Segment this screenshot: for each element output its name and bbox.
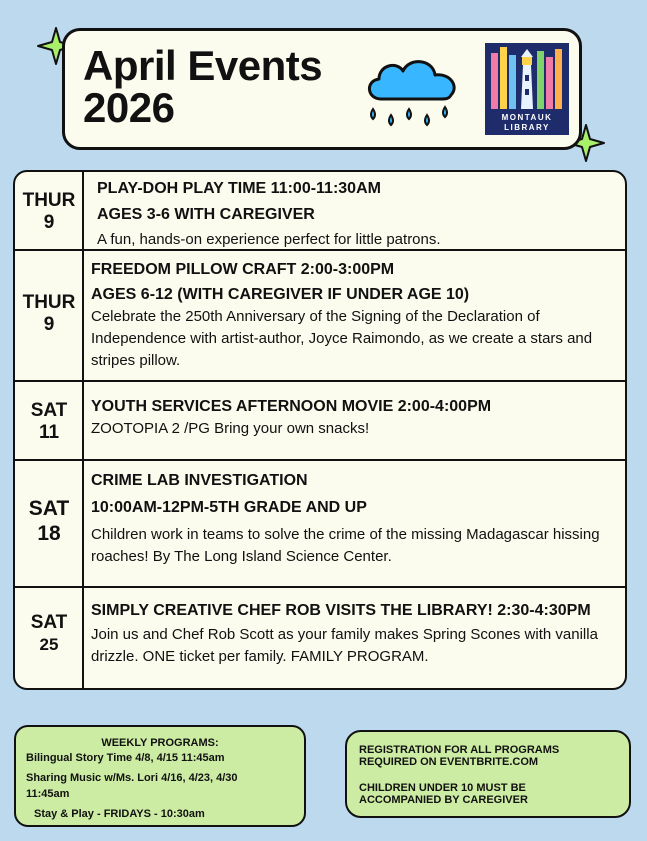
event-description: A fun, hands-on experience perfect for little patrons.	[97, 231, 441, 248]
event-title: CRIME LAB INVESTIGATION	[91, 472, 308, 489]
event-date: THUR 9	[22, 190, 76, 233]
header-banner	[62, 28, 582, 150]
event-date: SAT 25	[30, 612, 68, 654]
event-title: PLAY-DOH PLAY TIME 11:00-11:30AM	[97, 180, 381, 197]
logo-text-library: LIBRARY	[504, 123, 550, 132]
logo-text-montauk: MONTAUK	[501, 113, 553, 122]
weekly-programs-title: WEEKLY PROGRAMS:	[101, 737, 219, 749]
weekly-program-item: 11:45am	[26, 788, 70, 800]
event-title: YOUTH SERVICES AFTERNOON MOVIE 2:00-4:00PM	[91, 398, 492, 415]
caregiver-notice-line: ACCOMPANIED BY CAREGIVER	[359, 794, 528, 806]
weekly-program-item: Stay & Play - FRIDAYS - 10:30am	[34, 808, 205, 820]
caregiver-notice-line: CHILDREN UNDER 10 MUST BE	[359, 782, 526, 794]
event-date: SAT 11	[30, 400, 68, 443]
event-title: SIMPLY CREATIVE CHEF ROB VISITS THE LIBRARY! 2:30-4:30PM	[91, 602, 591, 619]
event-subtitle: AGES 6-12 (WITH CAREGIVER IF UNDER AGE 10)	[91, 286, 470, 303]
event-subtitle: 10:00AM-12PM-5TH GRADE AND UP	[91, 499, 367, 516]
registration-line: REGISTRATION FOR ALL PROGRAMS	[359, 744, 560, 756]
event-description: Celebrate the 250th Anniversary of the Signing of the Declaration of Independence with artist-author, Joyce Raimondo, as we create a stars and stripes pillow.	[91, 308, 593, 369]
event-description: ZOOTOPIA 2 /PG Bring your own snacks!	[91, 420, 370, 437]
event-date: SAT 18	[28, 497, 70, 545]
row-divider	[15, 380, 627, 382]
event-description: Children work in teams to solve the crime of the missing Madagascar hissing roaches! By The Long Island Science Center.	[91, 526, 600, 565]
event-title: FREEDOM PILLOW CRAFT 2:00-3:00PM	[91, 261, 395, 278]
row-divider	[15, 459, 627, 461]
weekly-program-item: Bilingual Story Time 4/8, 4/15 11:45am	[26, 752, 225, 764]
event-description: Join us and Chef Rob Scott as your family makes Spring Scones with vanilla drizzle. ONE ticket per family. FAMILY PROGRAM.	[91, 626, 598, 665]
registration-line: REQUIRED ON EVENTBRITE.COM	[359, 756, 539, 768]
page-title: April Events 2026	[83, 42, 323, 131]
row-divider	[15, 586, 627, 588]
registration-notice-box	[345, 730, 631, 818]
library-logo	[485, 43, 569, 135]
weekly-program-item: Sharing Music w/Ms. Lori 4/16, 4/23, 4/30	[26, 772, 238, 784]
events-table	[13, 170, 627, 690]
rain-cloud-icon	[363, 53, 463, 138]
bookshelf-lighthouse-icon	[485, 43, 569, 111]
event-subtitle: AGES 3-6 WITH CAREGIVER	[97, 206, 315, 223]
weekly-programs-box	[14, 725, 306, 827]
event-date: THUR 9	[22, 292, 76, 335]
